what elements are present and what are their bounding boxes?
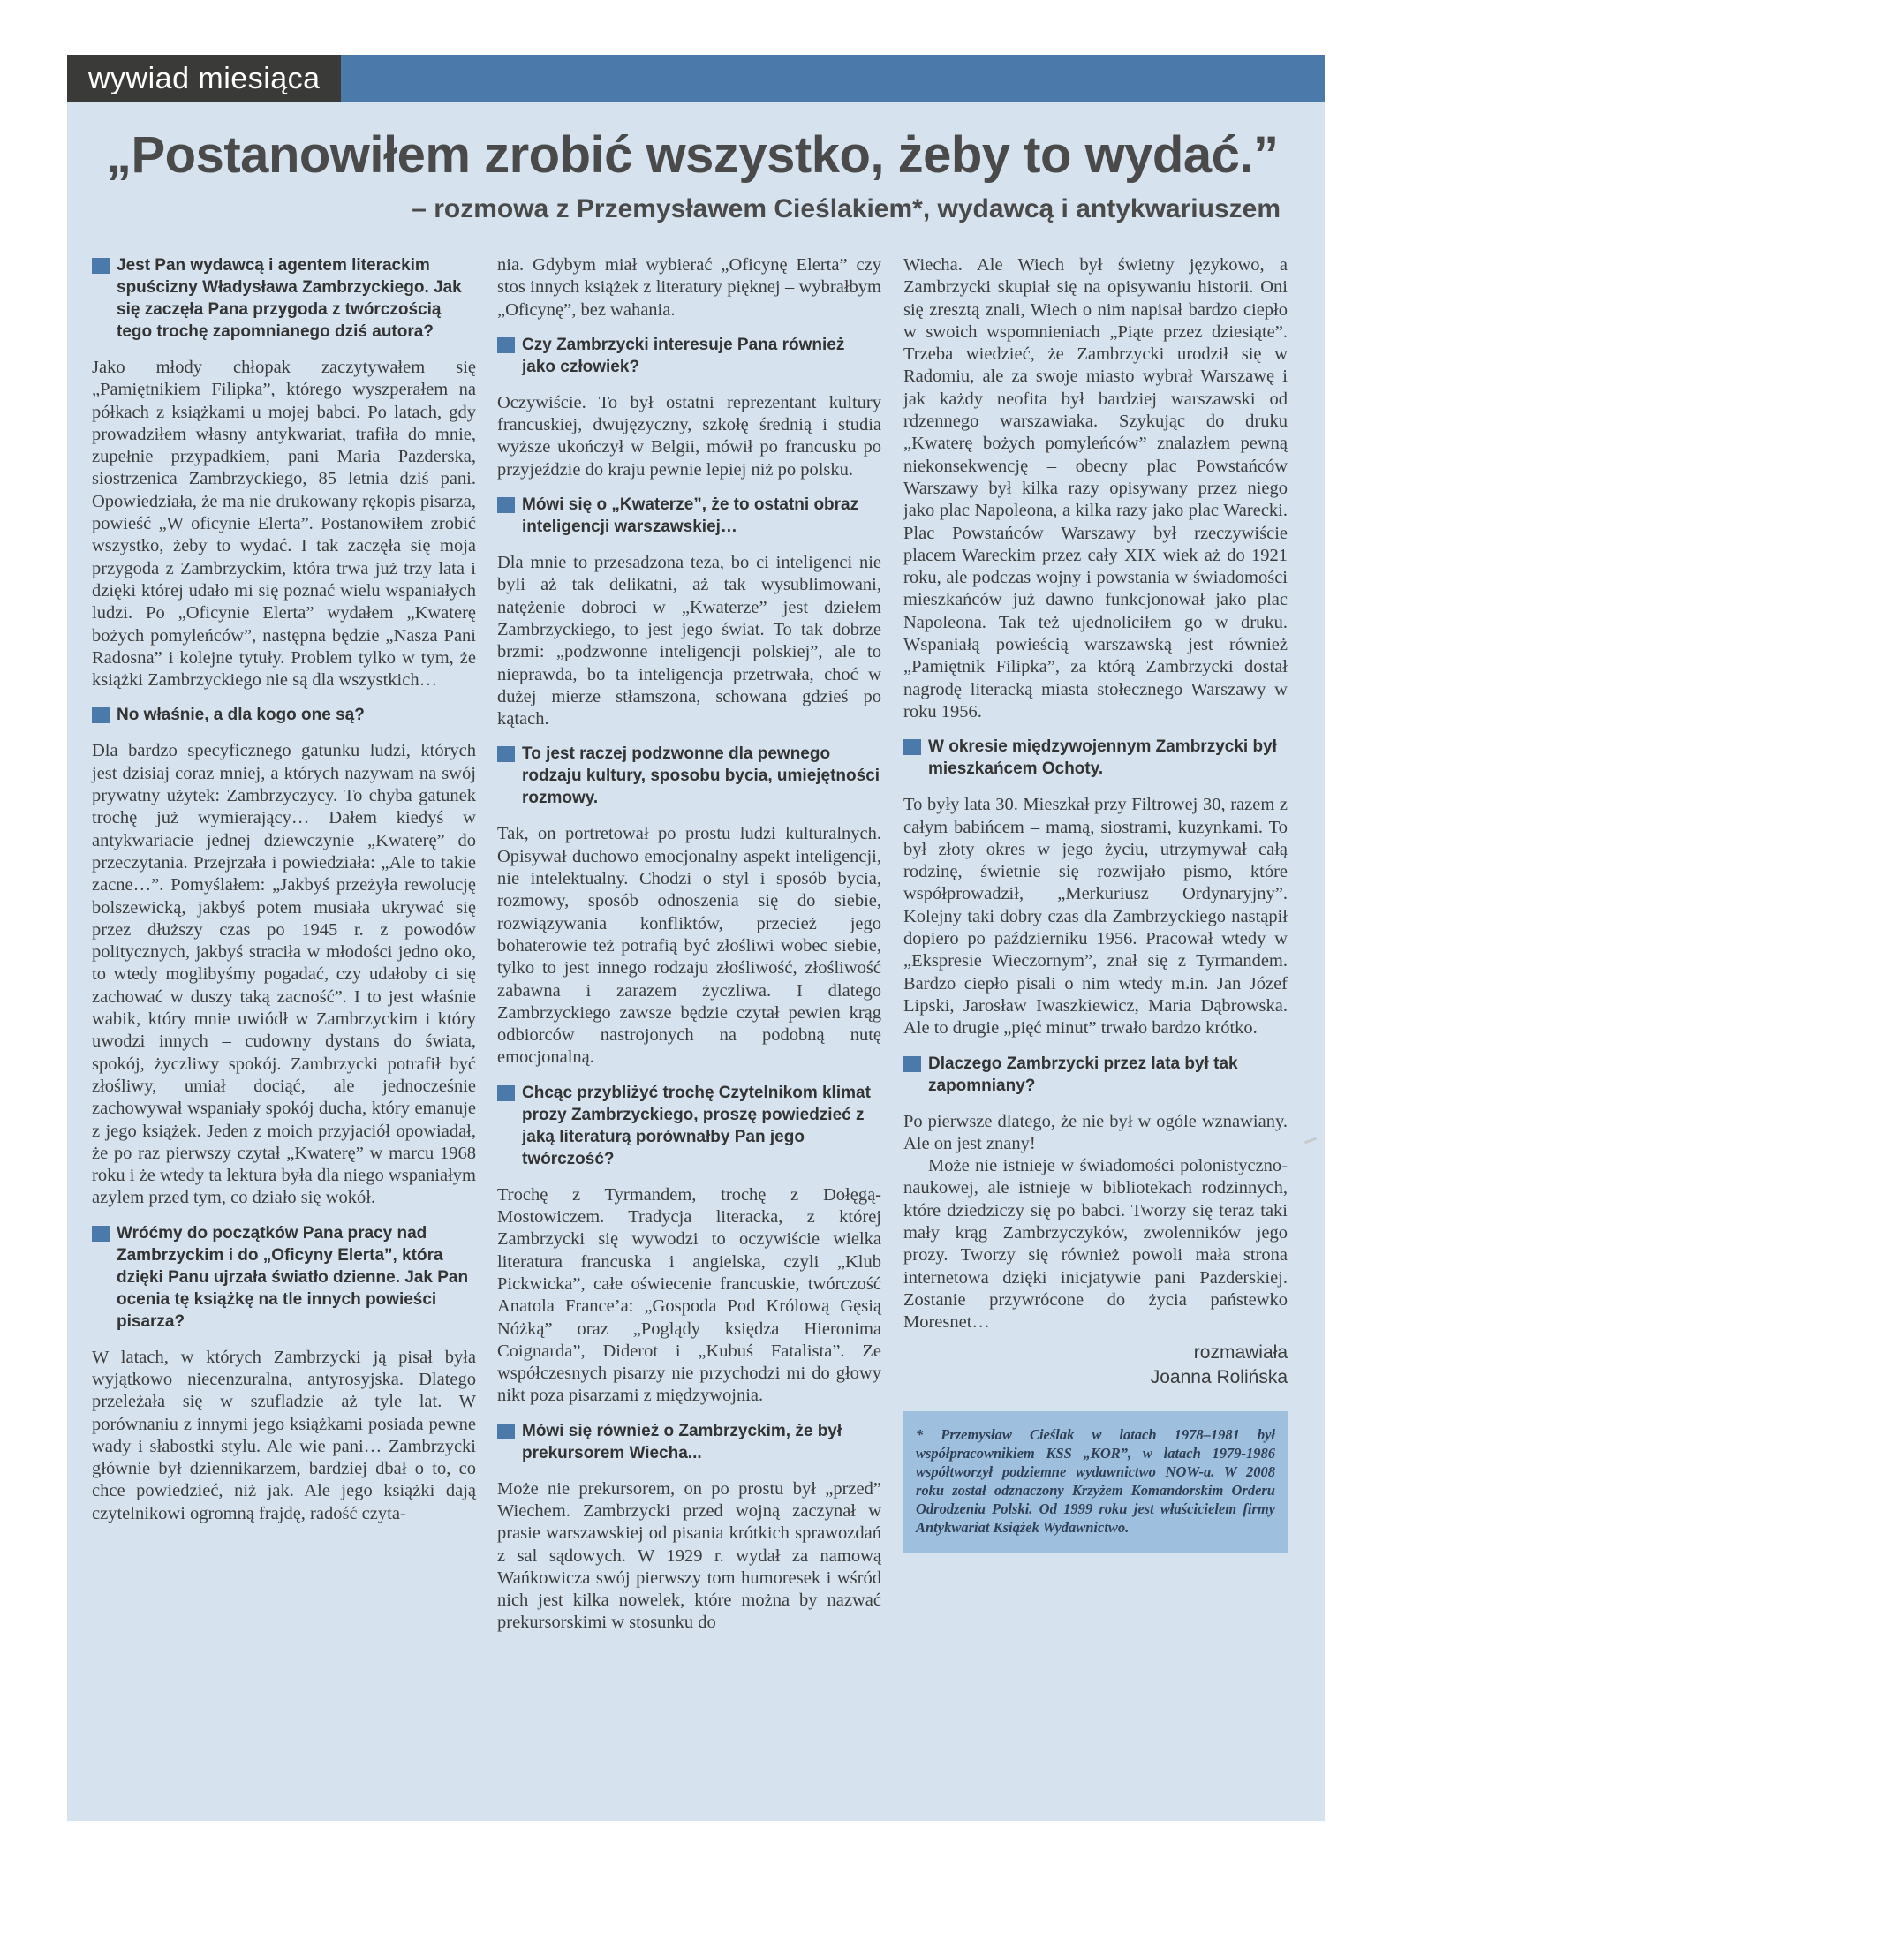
answer: Może nie istnieje w świadomości polonistyczno-naukowej, ale istnieje w bibliotekach rodzinnych, które dziedziczy się po babci. Tworzy się teraz taki mały krąg Zambrzyczyków, zwolenników jego prozy. Tworzy się również powoli mała strona internetowa dzięki inicjatywie pani Pazderskiej. Zostanie przywrócone do życia państewko Moresnet…: [903, 1156, 1288, 1333]
magazine-page: [67, 55, 1325, 1821]
answer: Dla mnie to przesadzona teza, bo ci inteligenci nie byli aż tak delikatni, aż tak wysublimowani, natężenie dobroci w „Kwaterze” jest dziełem Zambrzyckiego, to jest jego świat. To tak dobrze brzmi: „podzwonne inteligencji polskiej”, ale to nieprawda, bo ta inteligencja przetrwała, choć w dużej mierze stłamszona, schowana gdzieś po kątach.: [497, 553, 881, 729]
headline: „Postanowiłem zrobić wszystko, żeby to wydać.”: [106, 126, 1279, 184]
question: Jest Pan wydawcą i agentem literackim spuścizny Władysława Zambrzyckiego. Jak się zaczęła Pana przygoda z twórczością tego trochę zapomnianego dziś autora?: [92, 254, 476, 343]
answer: nia. Gdybym miał wybierać „Oficynę Elerta” czy stos innych książek z literatury pięknej – wybrałbym „Oficynę”, bez wahania.: [497, 255, 881, 320]
question: Mówi się również o Zambrzyckim, że był prekursorem Wiecha...: [497, 1420, 881, 1464]
signature-name: Joanna Rolińska: [1150, 1367, 1288, 1388]
answer: Dla bardzo specyficznego gatunku ludzi, których jest dzisiaj coraz mniej, a których nazywam na swój prywatny użytek: Zambrzyczycy. To chyba gatunek trochę już wymierający… Dałem kiedyś w antykwariacie jednej dziewczynie „Kwaterę” do przeczytania. Przejrzała i powiedziała: „Ale to takie zacne…”. Pomyślałem: „Jakbyś przeżyła rewolucję bolszewicką, jakbyś potem musiała ukrywać się przez dłuższy czas po 1945 r. z powodów politycznych, jakbyś straciła w młodości jedno oko, to wtedy moglibyśmy pogadać, czy udałoby ci się zachować w duszy taką zacność”. I to jest właśnie wabik, który mnie uwiódł w Zambrzyckim i który uwodzi innych – cudowny dystans do świata, spokój, życzliwy spokój. Zambrzycki potrafił być złośliwy, umiał dociąć, ale jednocześnie zachowywał wspaniały spokój ducha, który emanuje z jego książek. Jeden z moich przyjaciół opowiadał, że po raz pierwszy czytał „Kwaterę” w marcu 1968 roku i że wtedy ta lektura była dla niego wspaniałym azylem przed tym, co działo się wokół.: [92, 741, 476, 1208]
question: No właśnie, a dla kogo one są?: [92, 704, 476, 726]
answer: Może nie prekursorem, on po prostu był „przed” Wiechem. Zambrzycki przed wojną zaczynał w prasie warszawskiej od pisania krótkich sprawozdań z sal sądowych. W 1929 r. wydał za namową Wańkowicza swój pierwszy tom humoresek i wśród nich jest kilka nowelek, które można by nazwać prekursorskimi w stosunku do: [497, 1478, 881, 1633]
answer: Po pierwsze dlatego, że nie był w ogóle wznawiany. Ale on jest znany!: [903, 1111, 1288, 1153]
answer: Tak, on portretował po prostu ludzi kulturalnych. Opisywał duchowo emocjonalny aspekt inteligencji, nie intelektualny. Chodzi o styl i sposób bycia, rozmowy, sposób odnoszenia się do siebie, rozwiązywania konfliktów, przecież jego bohaterowie też potrafią być złośliwi wobec siebie, tylko to jest innego rodzaju złośliwość, złośliwość zabawna i zarazem życzliwa. I dlatego Zambrzyckiego zawsze będzie czytał pewien krąg odbiorców nastrojonych na podobną nutę emocjonalną.: [497, 824, 881, 1068]
answer: W latach, w których Zambrzycki ją pisał była wyjątkowo niecenzuralna, antyrosyjska. Dlatego przeleżała się w szufladzie aż tyle lat. W porównaniu z innymi jego książkami posiada pewne wady i słabostki stylu. Ale wie pani… Zambrzycki głównie był dziennikarzem, bardziej dbał o to, co chce powiedzieć, niż jak. Ale jego książki dają czytelnikowi ogromną frajdę, radość czyta-: [92, 1347, 476, 1523]
answer: Oczywiście. To był ostatni reprezentant kultury francuskiej, dwujęzyczny, szkołę średnią i studia wyższe ukończył w Belgii, mówił po francusku po przyjeździe do kraju pewnie lepiej niż po polsku.: [497, 392, 881, 480]
question: Czy Zambrzycki interesuje Pana również jako człowiek?: [497, 334, 881, 378]
question: Mówi się o „Kwaterze”, że to ostatni obraz inteligencji warszawskiej…: [497, 494, 881, 538]
column-3: [903, 254, 1288, 1553]
subtitle: – rozmowa z Przemysławem Cieślakiem*, wydawcą i antykwariuszem: [412, 194, 1281, 223]
answer: Wiecha. Ale Wiech był świetny językowo, a Zambrzycki skupiał się na opisywaniu historii. Oni się zresztą znali, Wiech o nim napisał bardzo ciepło w swoich wspomnieniach „Piąte przez dziesiąte”. Trzeba wiedzieć, że Zambrzycki urodził się w Radomiu, ale za swoje miasto wybrał Warszawę i jak każdy neofita był bardziej warszawski od rdzennego warszawiaka. Szykując do druku „Kwaterę bożych pomyleńców” znalazłem pewną niekonsekwencję – obecny plac Powstańców Warszawy był kilka razy opisywany przez niego jako plac Napoleona, a kilka razy jako plac Warecki. Plac Powstańców Warszawy był rzeczywiście placem Wareckim przez cały XIX wiek aż do 1921 roku, ale podczas wojny i powstania w świadomości mieszkańców już dawno funkcjonował jako plac Napoleona. Tak też ujednoliciłem go w druku. Wspaniałą powieścią warszawską jest również „Pamiętnik Filipka”, za którą Zambrzycki dostał nagrodę literacką miasta stołecznego Warszawy w roku 1956.: [903, 255, 1288, 722]
question: Chcąc przybliżyć trochę Czytelnikom klimat prozy Zambrzyckiego, proszę powiedzieć z jaką literaturą porównałby Pan jego twórczość?: [497, 1082, 881, 1170]
interviewer-signature: [903, 1341, 1288, 1390]
question: Dlaczego Zambrzycki przez lata był tak zapomniany?: [903, 1053, 1288, 1097]
answer: To były lata 30. Mieszkał przy Filtrowej 30, razem z całym babińcem – mamą, siostrami, kuzynkami. To był złoty okres w jego życiu, utrzymywał całą rodzinę, świetnie się rozwijało pismo, które współprowadził, „Merkuriusz Ordynaryjny”. Kolejny taki dobry czas dla Zambrzyckiego nastąpił dopiero po październiku 1956. Pracował wtedy w „Ekspresie Wieczornym”, znał się z Tyrmandem. Bardzo ciepło pisali o nim wtedy m.in. Jan Józef Lipski, Jarosław Iwaszkiewicz, Maria Dąbrowska. Ale to drugie „pięć minut” trwało bardzo krótko.: [903, 795, 1288, 1039]
header-bar: [67, 55, 1325, 102]
section-tag: wywiad miesiąca: [67, 55, 341, 102]
question: Wróćmy do początków Pana pracy nad Zambrzyckim i do „Oficyny Elerta”, która dzięki Panu ujrzała światło dzienne. Jak Pan ocenia tę książkę na tle innych powieści pisarza?: [92, 1222, 476, 1333]
answer: Trochę z Tyrmandem, trochę z Dołęgą-Mostowiczem. Tradycja literacka, z której Zambrzycki się wywodzi to oczywiście wielka literatura francuska i angielska, czyli „Klub Pickwicka”, całe oświecenie francuskie, twórczość Anatola France’a: „Gospoda Pod Królową Gęsią Nóżką” oraz „Poglądy księdza Hieronima Coignarda”, Diderot i „Kubuś Fatalista”. Ze współczesnych pisarzy nie przychodzi mi do głowy nikt poza pisarzami z międzywojnia.: [497, 1184, 881, 1406]
answer: Jako młody chłopak zaczytywałem się „Pamiętnikiem Filipka”, którego wyszperałem na półkach z książkami u mojej babci. Po latach, gdy prowadziłem własny antykwariat, trafiła do mnie, zupełnie przypadkiem, pani Maria Pazderska, siostrzenica Zambrzyckiego, 85 letnia dziś pani. Opowiedziała, że ma nie drukowany rękopis pisarza, powieść „W oficynie Elerta”. Postanowiłem zrobić wszystko, żeby to wydać. I tak zaczęła się moja przygoda z Zambrzyckim, która trwa już trzy lata i dzięki której udało mi się poznać wielu wspaniałych ludzi. Po „Oficynie Elerta” wydałem „Kwaterę bożych pomyleńców”, następna będzie „Nasza Pani Radosna” i kolejne tytuły. Problem tylko w tym, że książki Zambrzyckiego nie są dla wszystkich…: [92, 358, 476, 691]
column-2: [497, 254, 881, 1647]
signature-role: rozmawiała: [1193, 1342, 1288, 1364]
question: W okresie międzywojennym Zambrzycki był mieszkańcem Ochoty.: [903, 736, 1288, 780]
question: To jest raczej podzwonne dla pewnego rodzaju kultury, sposobu bycia, umiejętności rozmowy.: [497, 743, 881, 809]
author-footnote: * Przemysław Cieślak w latach 1978–1981 był współpracownikiem KSS „KOR”, w latach 1979-1986 współtworzył podziemne wydawnictwo NOW-a. W 2008 roku został odznaczony Krzyżem Komandorskim Orderu Odrodzenia Polski. Od 1999 roku jest właścicielem firmy Antykwariat Książek Wydawnictwo.: [903, 1411, 1288, 1553]
column-1: [92, 254, 476, 1538]
